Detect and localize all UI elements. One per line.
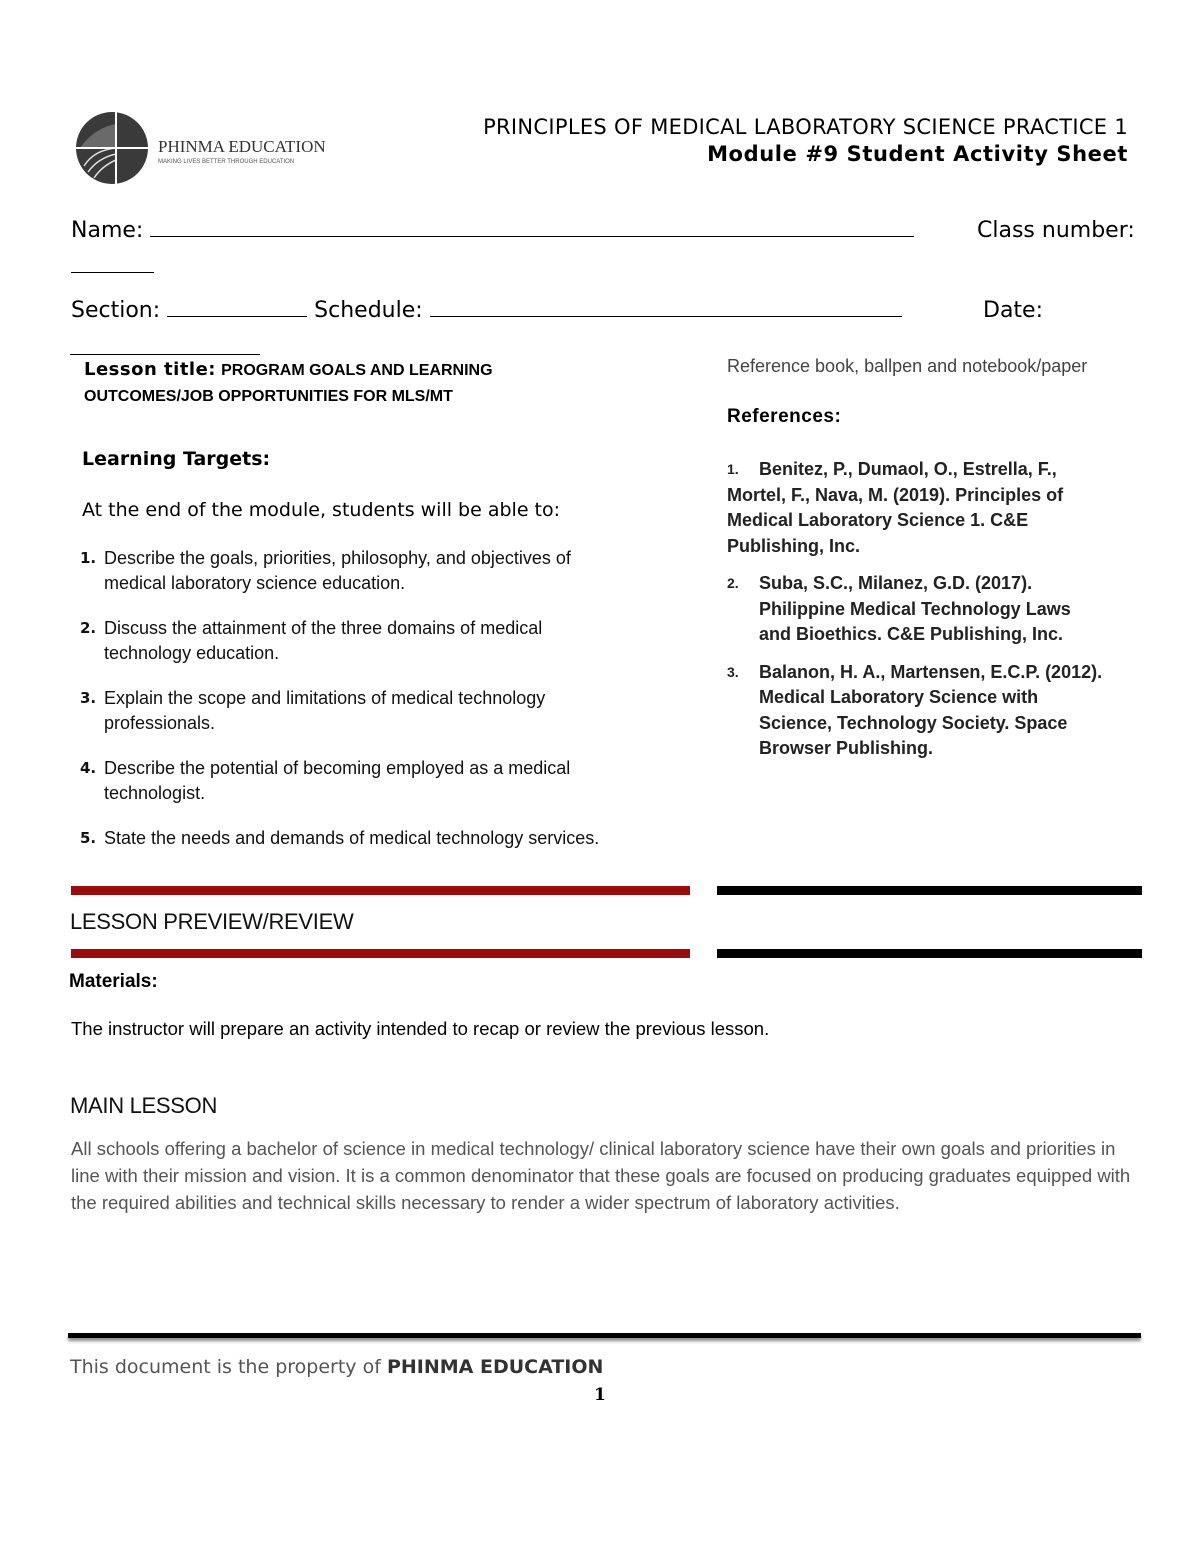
materials-label: Materials: bbox=[69, 971, 158, 992]
list-number: 3. bbox=[80, 689, 97, 707]
list-text: Benitez, P., Dumaol, O., Estrella, F., Mortel, F., Nava, M. (2019). Principles of Medical Laboratory Science 1. C&E Publishing, Inc. bbox=[727, 459, 1064, 556]
references-list bbox=[727, 457, 1107, 774]
list-number: 1. bbox=[80, 549, 97, 567]
learning-targets-list bbox=[80, 546, 620, 871]
list-number: 2. bbox=[80, 619, 97, 637]
logo-brand-text: PHINMA EDUCATION bbox=[158, 137, 326, 156]
date-label: Date: bbox=[983, 298, 1043, 323]
list-item bbox=[80, 756, 620, 806]
footer-property-owner: PHINMA EDUCATION bbox=[386, 1356, 604, 1378]
section-label: Section: bbox=[71, 298, 161, 323]
learning-targets-heading: Learning Targets: bbox=[82, 448, 271, 470]
materials-text: Reference book, ballpen and notebook/paper bbox=[727, 356, 1088, 376]
references-heading: References: bbox=[727, 406, 842, 427]
list-item bbox=[727, 660, 1107, 762]
schedule-label: Schedule: bbox=[314, 298, 423, 323]
logo-tagline-text: MAKING LIVES BETTER THROUGH EDUCATION bbox=[158, 159, 295, 165]
list-text: Suba, S.C., Milanez, G.D. (2017). Philippine Medical Technology Laws and Bioethics. C&E Publishing, Inc. bbox=[759, 573, 1071, 644]
class-number-label: Class number: bbox=[977, 218, 1135, 243]
section-field bbox=[71, 298, 902, 323]
list-text: State the needs and demands of medical technology services. bbox=[104, 828, 600, 848]
main-lesson-heading: MAIN LESSON bbox=[70, 1093, 218, 1118]
list-item bbox=[727, 457, 1107, 559]
name-blank[interactable] bbox=[150, 218, 914, 237]
list-number: 2. bbox=[727, 575, 739, 591]
list-text: Describe the potential of becoming employed as a medical technologist. bbox=[104, 758, 571, 803]
phinma-logo bbox=[72, 110, 332, 192]
black-divider-bottom bbox=[717, 949, 1142, 958]
learning-targets-intro: At the end of the module, students will be able to: bbox=[82, 499, 561, 521]
footer-divider bbox=[68, 1333, 1141, 1338]
footer-property bbox=[70, 1356, 603, 1378]
course-title: PRINCIPLES OF MEDICAL LABORATORY SCIENCE PRACTICE 1 bbox=[483, 115, 1128, 139]
date-blank[interactable] bbox=[70, 354, 260, 355]
list-number: 4. bbox=[80, 759, 97, 777]
list-number: 3. bbox=[727, 663, 739, 680]
black-divider-top bbox=[717, 886, 1142, 895]
list-item bbox=[80, 616, 620, 666]
lesson-title-value: PROGRAM GOALS AND LEARNING OUTCOMES/JOB OPPORTUNITIES FOR MLS/MT bbox=[84, 362, 493, 405]
list-item bbox=[80, 686, 620, 736]
lesson-preview-heading: LESSON PREVIEW/REVIEW bbox=[70, 909, 354, 934]
list-text: Balanon, H. A., Martensen, E.C.P. (2012). Medical Laboratory Science with Science, Technology Society. Space Browser Publishing. bbox=[759, 661, 1103, 758]
footer-property-text: This document is the property of bbox=[70, 1356, 381, 1378]
main-lesson-text: All schools offering a bachelor of science in medical technology/ clinical laboratory science have their own goals and priorities in line with their mission and vision. It is a common denominator that these goals are focused on producing graduates equipped with the required abilities and technical skills necessary to render a wider spectrum of laboratory activities. bbox=[71, 1138, 1131, 1213]
lesson-title bbox=[84, 357, 584, 409]
lesson-title-label: Lesson title: bbox=[84, 359, 217, 380]
list-text: Describe the goals, priorities, philosophy, and objectives of medical laboratory science education. bbox=[104, 548, 571, 593]
list-item bbox=[80, 546, 620, 596]
list-item bbox=[80, 826, 620, 851]
preview-text: The instructor will prepare an activity intended to recap or review the previous lesson. bbox=[71, 1018, 770, 1039]
name-field bbox=[71, 218, 914, 243]
section-blank[interactable] bbox=[167, 298, 307, 317]
schedule-blank[interactable] bbox=[430, 298, 902, 317]
class-number-blank[interactable] bbox=[71, 272, 154, 273]
list-item bbox=[727, 571, 1107, 648]
page-number: 1 bbox=[594, 1385, 606, 1405]
module-title: Module #9 Student Activity Sheet bbox=[707, 142, 1128, 166]
list-number: 5. bbox=[80, 829, 97, 847]
name-label: Name: bbox=[71, 218, 144, 243]
list-text: Explain the scope and limitations of medical technology professionals. bbox=[104, 688, 546, 733]
list-text: Discuss the attainment of the three domains of medical technology education. bbox=[104, 618, 543, 663]
list-number: 1. bbox=[727, 461, 739, 477]
red-divider-bottom bbox=[71, 949, 690, 958]
red-divider-top bbox=[71, 886, 690, 895]
